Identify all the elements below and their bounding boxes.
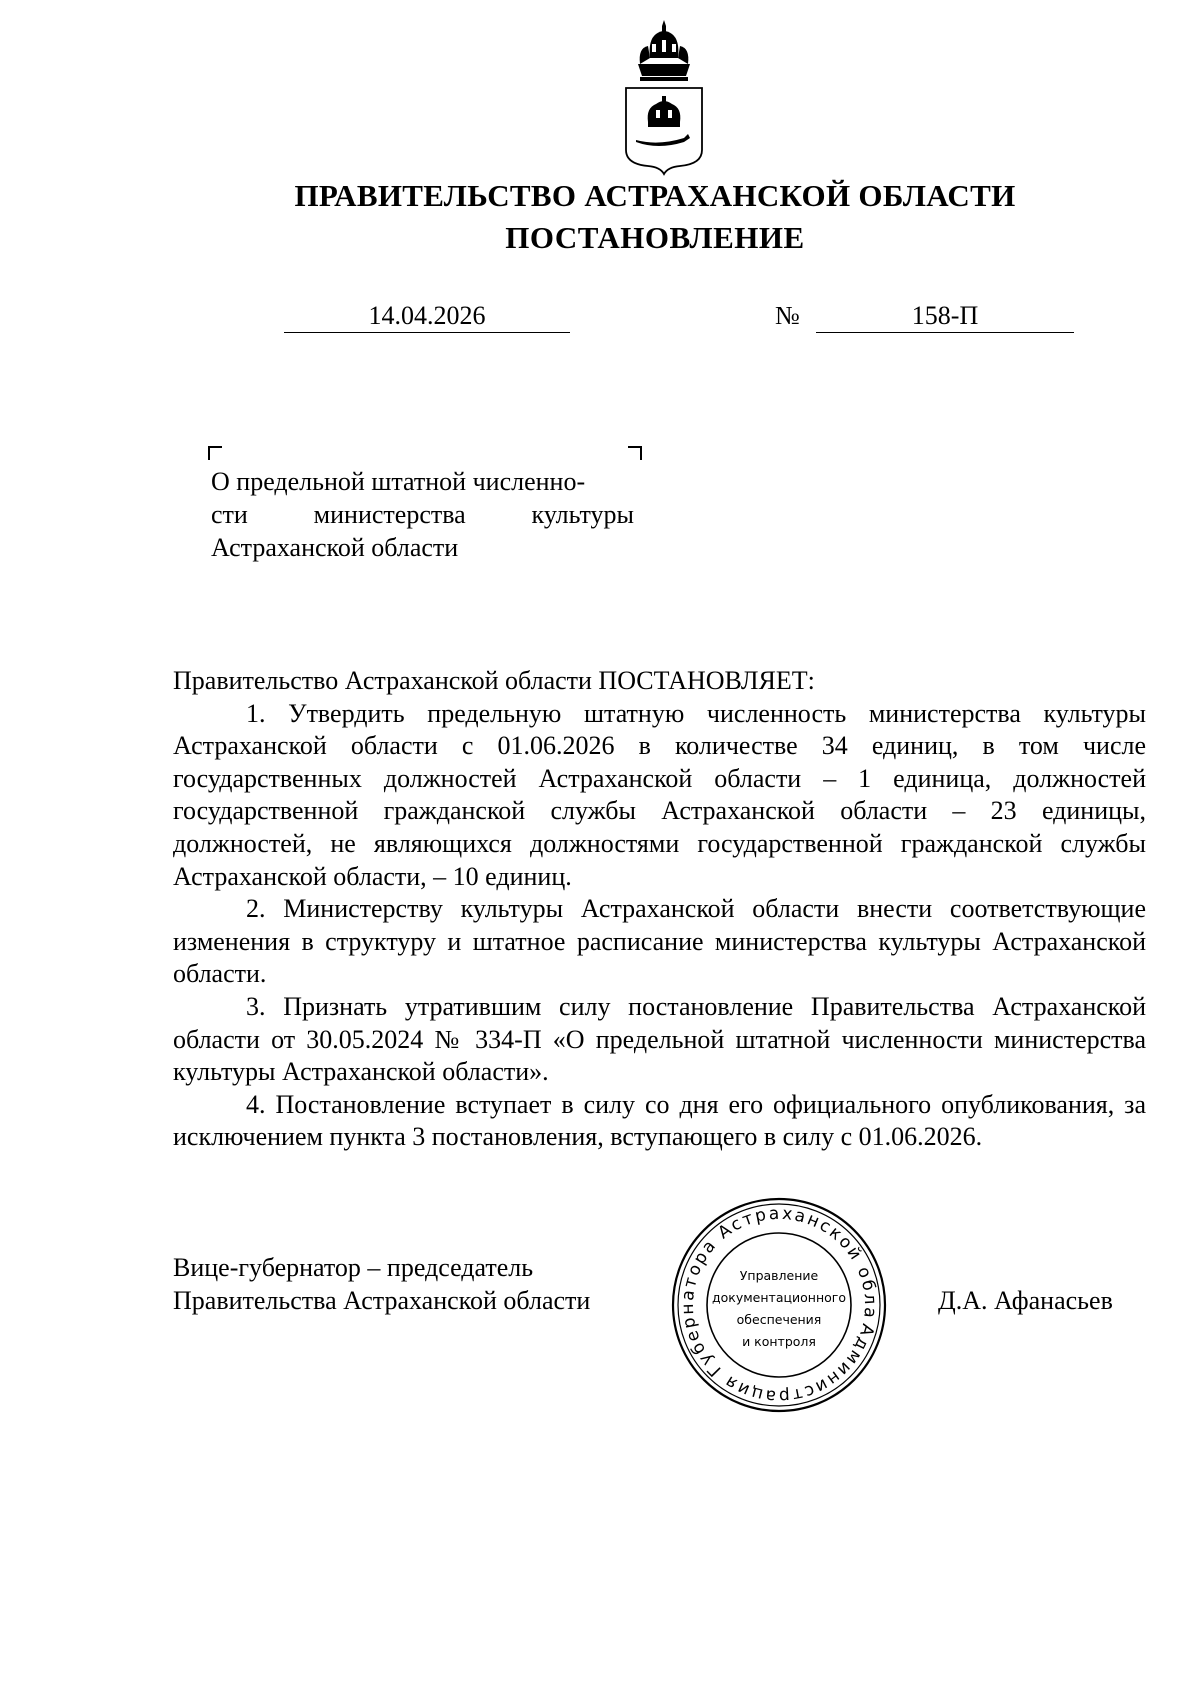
stamp-center-line: и контроля [742, 1334, 816, 1349]
official-stamp [670, 1196, 888, 1414]
document-date-field: 14.04.2026 [284, 300, 570, 333]
subject-line: Астраханской области [211, 533, 459, 562]
stamp-ring-text: Администрация Губернатора Астраханской области [677, 1203, 881, 1407]
organization-title: ПРАВИТЕЛЬСТВО АСТРАХАНСКОЙ ОБЛАСТИ [294, 178, 1016, 213]
resolution-intro: Правительство Астраханской области ПОСТАНОВЛЯЕТ: [173, 666, 815, 695]
resolution-item: 3. Признать утратившим силу постановление Правительства Астраханской области от 30.05.2024 № 334-П «О предельной штатной численности министерства культуры Астраханской области». [173, 991, 1146, 1087]
document-type-title: ПОСТАНОВЛЕНИЕ [505, 220, 805, 255]
subject-corner-mark-right [628, 446, 642, 460]
subject-line: О предельной штатной численно- [211, 467, 586, 496]
resolution-item: 1. Утвердить предельную штатную численность министерства культуры Астраханской области с 01.06.2026 в количестве 34 единиц, в том числе государственных должностей Астраханской области – 1 единица, должностей государственной гражданской службы Астраханской области – 23 единицы, должностей, не являющихся должностями государственной гражданской службы Астраханской области, – 10 единиц. [173, 698, 1146, 891]
svg-text:Администрация Губернатора Астр [670, 1196, 888, 1414]
coat-of-arms-icon [618, 18, 710, 176]
stamp-center-line: обеспечения [736, 1312, 822, 1327]
stamp-center-line: Управление [739, 1268, 819, 1283]
number-sign-label: № [775, 301, 800, 330]
resolution-body [173, 665, 1146, 1154]
signatory-position [173, 1251, 590, 1317]
signatory-position-line: Правительства Астраханской области [173, 1286, 591, 1315]
document-subject [211, 465, 634, 564]
stamp-center-line: документационного [712, 1290, 846, 1305]
signatory-position-line: Вице-губернатор – председатель [173, 1253, 534, 1282]
subject-line: сти министерства культуры [211, 500, 634, 529]
resolution-item: 4. Постановление вступает в силу со дня его официального опубликования, за исключением пункта 3 постановления, вступающего в силу с 01.06.2026. [173, 1089, 1146, 1152]
signatory-name: Д.А. Афанасьев [938, 1286, 1113, 1315]
subject-corner-mark-left [208, 446, 222, 460]
document-number-field: 158-П [816, 300, 1074, 333]
resolution-item: 2. Министерству культуры Астраханской области внести соответствующие изменения в структуру и штатное расписание министерства культуры Астраханской области. [173, 894, 1146, 989]
